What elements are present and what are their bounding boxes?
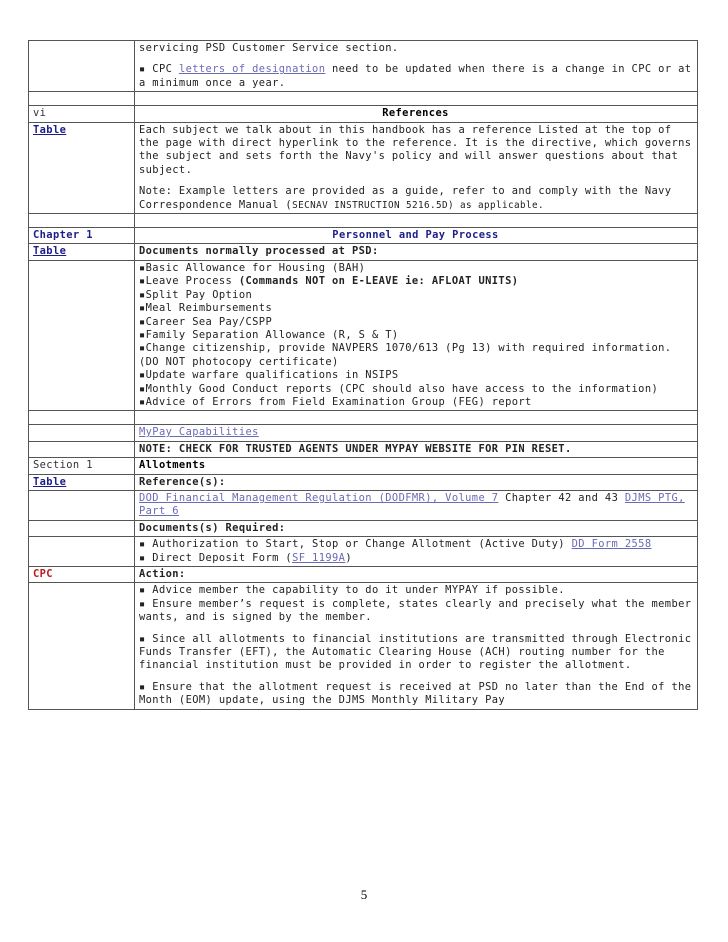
letters-of-designation-link[interactable]: letters of designation bbox=[178, 63, 326, 76]
row-label-empty bbox=[29, 490, 135, 520]
spacer-row bbox=[29, 214, 698, 228]
table-row bbox=[29, 228, 698, 244]
bullet: ▪ bbox=[139, 63, 146, 76]
eleave-note: (Commands NOT on E-LEAVE ie: AFLOAT UNITS) bbox=[238, 275, 519, 288]
dodfmr-link[interactable]: DOD Financial Management Regulation (DODFMR), Volume 7 bbox=[139, 491, 499, 504]
list-item: ▪Meal Reimbursements bbox=[139, 302, 273, 315]
documents-required-list bbox=[135, 537, 698, 567]
service-line: servicing PSD Customer Service section. bbox=[139, 42, 399, 54]
cpc-label: CPC bbox=[29, 567, 135, 583]
list-item: ▪Basic Allowance for Housing (BAH) bbox=[139, 261, 366, 274]
row-label-empty bbox=[29, 537, 135, 567]
mypay-cell bbox=[135, 425, 698, 441]
action-item: ▪ Advice member the capability to do it under MYPAY if possible. bbox=[139, 584, 565, 597]
list-item: ▪ Direct Deposit Form (SF 1199A) bbox=[139, 551, 352, 564]
mypay-capabilities-link[interactable]: MyPay Capabilities bbox=[139, 426, 259, 439]
allotments-heading: Allotments bbox=[135, 458, 698, 474]
djms-ptg-link[interactable]: DJMS PTG, Part 6 bbox=[139, 491, 685, 518]
list-item: ▪Update warfare qualifications in NSIPS bbox=[139, 369, 399, 382]
table-row bbox=[29, 583, 698, 709]
table-row bbox=[29, 537, 698, 567]
action-item: ▪ Since all allotments to financial institutions are transmitted through Electronic Funds Transfer (EFT), the Automatic Clearing House (ACH) routing number for the financial institution must be provided in order to register the allotment. bbox=[139, 632, 692, 672]
row-label-empty bbox=[29, 583, 135, 709]
spacer-row bbox=[29, 411, 698, 425]
table-row bbox=[29, 425, 698, 441]
row-label-vi: vi bbox=[29, 106, 135, 122]
dd-form-2558-link[interactable]: DD Form 2558 bbox=[571, 538, 652, 551]
table-row bbox=[29, 490, 698, 520]
sf-1199a-link[interactable]: SF 1199A bbox=[292, 551, 346, 564]
trusted-agents-note: NOTE: CHECK FOR TRUSTED AGENTS UNDER MYPAY WEBSITE FOR PIN RESET. bbox=[135, 441, 698, 457]
row-label-empty bbox=[29, 441, 135, 457]
secnav-reference: SECNAV INSTRUCTION 5216.5D bbox=[292, 199, 449, 211]
list-item: ▪Change citizenship, provide NAVPERS 1070/613 (Pg 13) with required information. (DO NOT photocopy certificate) bbox=[139, 342, 672, 368]
row-label-empty bbox=[29, 520, 135, 536]
table-row bbox=[29, 567, 698, 583]
table-link[interactable]: Table bbox=[29, 122, 135, 213]
list-item: ▪Monthly Good Conduct reports (CPC should also have access to the information) bbox=[139, 382, 659, 395]
documents-required-heading: Documents(s) Required: bbox=[135, 520, 698, 536]
table-row bbox=[29, 244, 698, 260]
references-text bbox=[135, 122, 698, 213]
handbook-table bbox=[28, 40, 698, 710]
references-subheading: Reference(s): bbox=[135, 474, 698, 490]
list-item: ▪Leave Process (Commands NOT on E-LEAVE ie: AFLOAT UNITS) bbox=[139, 275, 519, 288]
references-paragraph: Each subject we talk about in this handbook has a reference Listed at the top of the page with direct hyperlink to the reference. It is the directive, which governs the subject and sets forth the Navy's policy and will answer questions about that subject. bbox=[139, 123, 692, 176]
table-row bbox=[29, 41, 698, 92]
table-link[interactable]: Table bbox=[29, 244, 135, 260]
table-row bbox=[29, 106, 698, 122]
action-heading: Action: bbox=[135, 567, 698, 583]
documents-heading: Documents normally processed at PSD: bbox=[135, 244, 698, 260]
list-item: ▪Career Sea Pay/CSPP bbox=[139, 315, 273, 328]
table-link[interactable]: Table bbox=[29, 474, 135, 490]
list-item: ▪ Authorization to Start, Stop or Change Allotment (Active Duty) DD Form 2558 bbox=[139, 538, 652, 551]
row-label-empty bbox=[29, 425, 135, 441]
table-row bbox=[29, 260, 698, 410]
documents-list bbox=[135, 260, 698, 410]
chapter-label: Chapter 1 bbox=[29, 228, 135, 244]
row-label-empty bbox=[29, 41, 135, 92]
row-label-empty bbox=[29, 260, 135, 410]
table-row bbox=[29, 441, 698, 457]
table-row bbox=[29, 122, 698, 213]
action-item: ▪ Ensure member’s request is complete, states clearly and precisely what the member wants, and is signed by the member. bbox=[139, 597, 692, 624]
chapter-title: Personnel and Pay Process bbox=[135, 228, 698, 244]
list-item: ▪Advice of Errors from Field Examination Group (FEG) report bbox=[139, 395, 532, 408]
table-row bbox=[29, 520, 698, 536]
table-row bbox=[29, 458, 698, 474]
reference-links: DOD Financial Management Regulation (DODFMR), Volume 7 Chapter 42 and 43 DJMS PTG, Part 6 bbox=[135, 490, 698, 520]
section-label: Section 1 bbox=[29, 458, 135, 474]
references-heading: References bbox=[135, 106, 698, 122]
action-item: ▪ Ensure that the allotment request is received at PSD no later than the End of the Month (EOM) update, using the DJMS Monthly Military Pay bbox=[139, 680, 692, 707]
example-letters-note: Note: Example letters are provided as a guide, refer to and comply with the Navy Correspondence Manual (SECNAV INSTRUCTION 5216.5D) as applicable. bbox=[139, 185, 672, 211]
list-item: ▪Split Pay Option bbox=[139, 288, 253, 301]
page-number: 5 bbox=[360, 887, 368, 902]
cpc-letter-note: ▪ CPC letters of designation need to be updated when there is a change in CPC or at a minimum once a year. bbox=[139, 63, 692, 89]
spacer-row bbox=[29, 92, 698, 106]
customer-service-cell bbox=[135, 41, 698, 92]
list-item: ▪Family Separation Allowance (R, S & T) bbox=[139, 328, 399, 341]
table-row bbox=[29, 474, 698, 490]
action-steps bbox=[135, 583, 698, 709]
